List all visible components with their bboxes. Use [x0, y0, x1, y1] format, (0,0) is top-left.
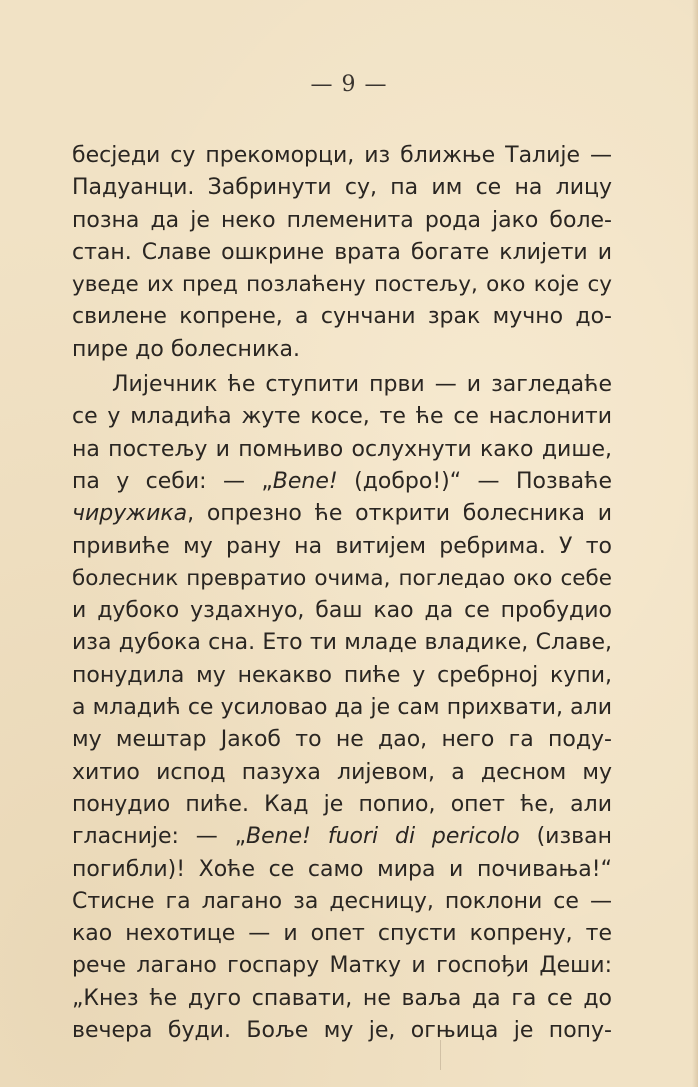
- text-line: као нехотице — и опет спусти копрену, те: [72, 921, 612, 947]
- text-line: му мештар Јакоб то не дао, него га поду-: [72, 727, 612, 753]
- text-line: уведе их пред позлаћену постељу, око које су: [72, 272, 612, 298]
- text-line: хитио испод пазуха лијевом, а десном му: [72, 759, 612, 785]
- text-line: вечера буди. Боље му је, огњица је попу-: [72, 1018, 612, 1044]
- text-line: иза дубока сна. Ето ти младе владике, Славе,: [72, 630, 612, 656]
- text-line: Стисне га лагано за десницу, поклони се —: [72, 888, 612, 914]
- text-line: пире до болесника.: [72, 336, 301, 362]
- text-line: позна да је неко племенита рода јако боле-: [72, 207, 612, 233]
- paragraph-2: [72, 369, 612, 1047]
- text-line: Падуанци. Забринути су, па им се на лицу: [72, 175, 612, 201]
- text-line: бесједи су прекоморци, из ближње Талије —: [72, 143, 612, 168]
- text-line: свилене копрене, а сунчани зрак мучно до-: [72, 304, 612, 330]
- text-line: а младић се усиловао да је сам прихвати, али: [72, 695, 612, 721]
- text-line: па у себи: — „Bene! (добро!)“ — Позваће: [72, 468, 612, 494]
- page-number: — 9 —: [310, 72, 388, 97]
- text-line: на постељу и помњиво ослухнути како дише,: [72, 436, 612, 462]
- text-line: гласније: — „Bene! fuori di pericolo (изван: [72, 824, 612, 850]
- text-line: „Кнез ће дуго спавати, не ваља да га се до: [72, 985, 612, 1011]
- text-line: погибли)! Хоће се само мира и почивања!“: [72, 856, 612, 882]
- page-edge-shadow: [692, 0, 698, 1087]
- text-line: чиружика, опрезно ће открити болесника и: [72, 501, 612, 527]
- text-line: се у младића жуте косе, те ће се наслонити: [72, 404, 612, 430]
- text-line: привиће му рану на витијем ребрима. У то: [72, 533, 612, 559]
- text-line: понудио пиће. Кад је попио, опет ће, али: [72, 791, 612, 817]
- paragraph-1: [72, 140, 612, 366]
- text-line: и дубоко уздахнуо, баш као да се пробудио: [72, 598, 612, 624]
- text-line: Лијечник ће ступити први — и загледаће: [112, 372, 612, 398]
- body-text: [72, 140, 612, 1047]
- paper-mark: [440, 1040, 441, 1070]
- text-line: болесник превратио очима, погледао око себе: [72, 565, 612, 591]
- text-line: понудила му некакво пиће у сребрној купи,: [72, 662, 612, 688]
- text-line: рече лагано госпару Матку и госпођи Деши:: [72, 953, 612, 979]
- text-line: стан. Славе ошкрине врата богате клијети и: [72, 239, 612, 265]
